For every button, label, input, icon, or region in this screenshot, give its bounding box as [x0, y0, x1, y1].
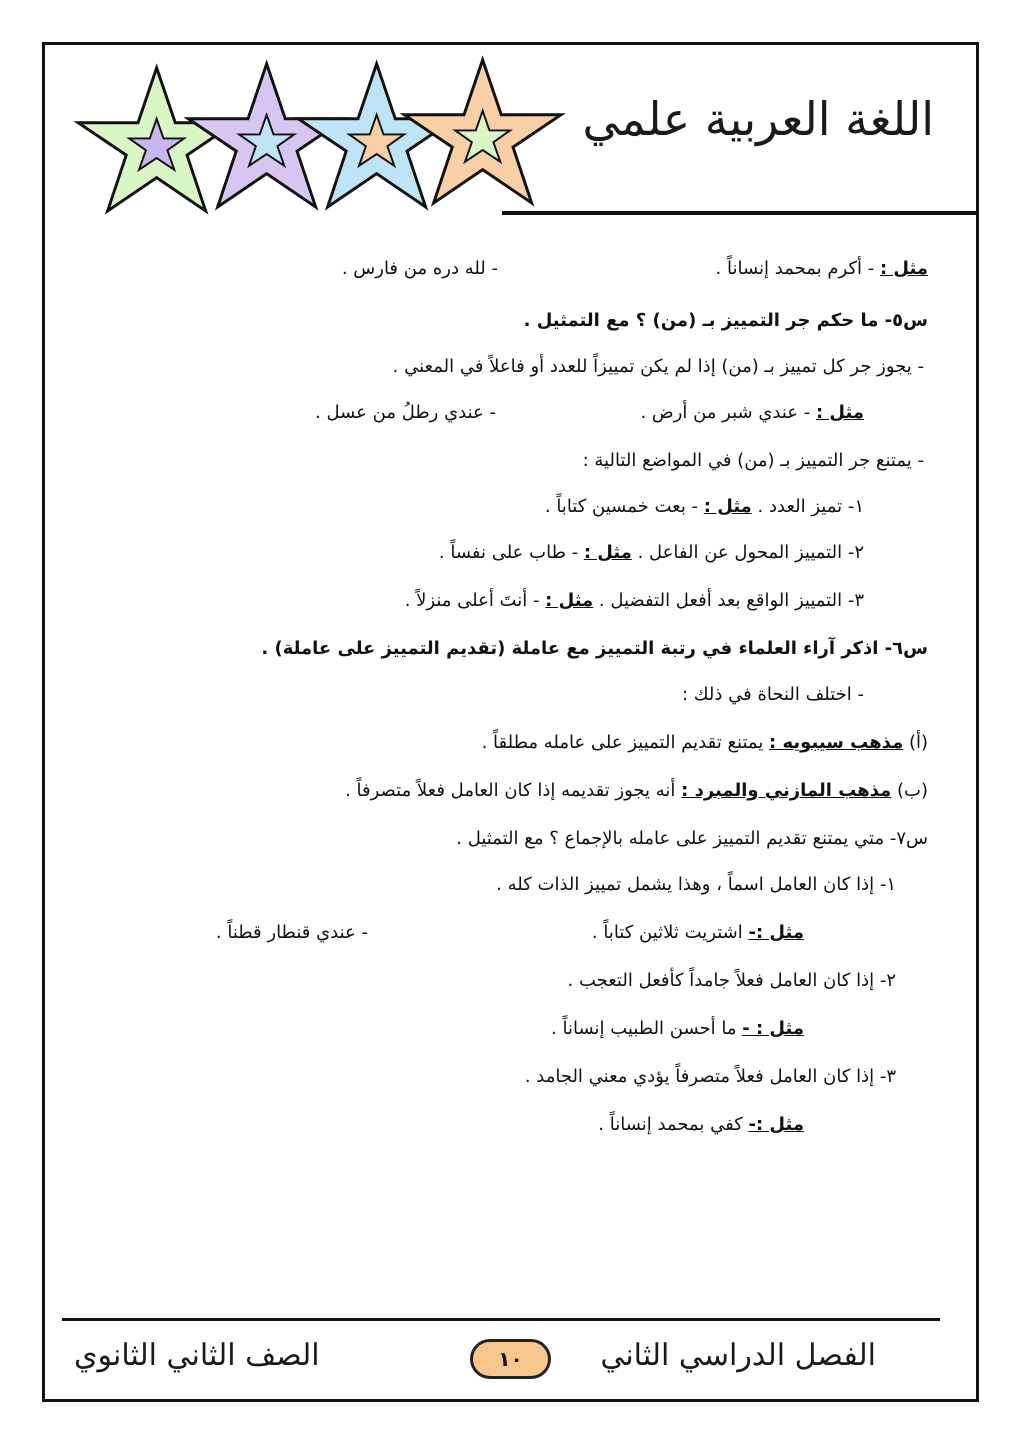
rule-line: - يجوز جر كل تمييز بـ (من) إذا لم يكن تمييزاً للعدد أو فاعلاً في المعني .: [392, 356, 924, 377]
title-underline: [502, 211, 976, 215]
list-item: ٢- التمييز المحول عن الفاعل . مثل : - طاب على نفساً .: [438, 542, 864, 563]
page-title: اللغة العربية علمي: [582, 92, 934, 146]
star-icon-green: [78, 68, 235, 211]
example-label: مثل :: [879, 258, 928, 279]
list-item: ٣- التمييز الواقع بعد أفعل التفضيل . مثل : - أنتَ أعلى منزلاً .: [404, 590, 864, 611]
example-label: مثل :: [703, 496, 752, 517]
question-5: س٥- ما حكم جر التمييز بـ (من) ؟ مع التمثيل .: [523, 310, 928, 331]
opinion-label: مذهب سيبويه :: [769, 732, 904, 753]
example-line-2: - عندي رطلُ من عسل .: [315, 402, 496, 423]
footer-rule: [62, 1318, 940, 1321]
opinion-label: مذهب المازني والمبرد :: [681, 780, 892, 801]
example-line: [640, 402, 864, 424]
star-icon-blue: [298, 64, 455, 207]
example-label: مثل :: [583, 542, 632, 563]
question-7: س٧- متي يمتنع تقديم التمييز على عامله بالإجماع ؟ مع التمثيل .: [456, 828, 928, 849]
text-line: - اختلف النحاة في ذلك :: [681, 684, 864, 705]
page-frame: [42, 42, 979, 1402]
stars-decoration: [46, 50, 576, 230]
example-line: مثل : - ما أحسن الطبيب إنساناً .: [551, 1018, 804, 1039]
example-label: مثل :: [545, 590, 594, 611]
list-item: ٣- إذا كان العامل فعلاً متصرفاً يؤدي معني الجامد .: [524, 1066, 896, 1087]
footer-term: الفصل الدراسي الثاني: [600, 1338, 876, 1373]
example-line: مثل :- اشتريت ثلاثين كتاباً .: [591, 922, 804, 943]
list-item: ٢- إذا كان العامل فعلاً جامداً كأفعل التعجب .: [567, 970, 896, 991]
star-icon-orange: [404, 60, 561, 203]
example-text: - أكرم بمحمد إنساناً .: [715, 258, 880, 279]
example-text: - عندي شبر من أرض .: [640, 402, 816, 423]
rule-line: - يمتنع جر التمييز بـ (من) في المواضع التالية :: [582, 450, 924, 471]
list-item: ١- تميز العدد . مثل : - بعت خمسين كتاباً .: [544, 496, 864, 517]
example-line: مثل :- كفي بمحمد إنساناً .: [598, 1114, 804, 1135]
example-label: مثل : -: [742, 1018, 804, 1039]
example-label: مثل :: [815, 402, 864, 423]
footer-grade: الصف الثاني الثانوي: [74, 1338, 320, 1373]
opinion-b: (ب) مذهب المازني والمبرد : أنه يجوز تقديمه إذا كان العامل فعلاً متصرفاً .: [345, 780, 928, 801]
example-label: مثل :-: [748, 1114, 804, 1135]
page-number-badge: ١٠: [470, 1339, 551, 1379]
example-line-2: - عندي قنطار قطناً .: [215, 922, 368, 943]
list-item: ١- إذا كان العامل اسماً ، وهذا يشمل تمييز الذات كله .: [496, 874, 896, 895]
opinion-a: (أ) مذهب سيبويه : يمتنع تقديم التمييز على عامله مطلقاً .: [481, 732, 928, 753]
example-line-2: - لله دره من فارس .: [341, 258, 498, 279]
example-label: مثل :-: [748, 922, 804, 943]
question-6: س٦- اذكر آراء العلماء في رتبة التمييز مع عاملة (تقديم التمييز على عاملة) .: [261, 638, 928, 659]
example-line: [716, 258, 928, 280]
